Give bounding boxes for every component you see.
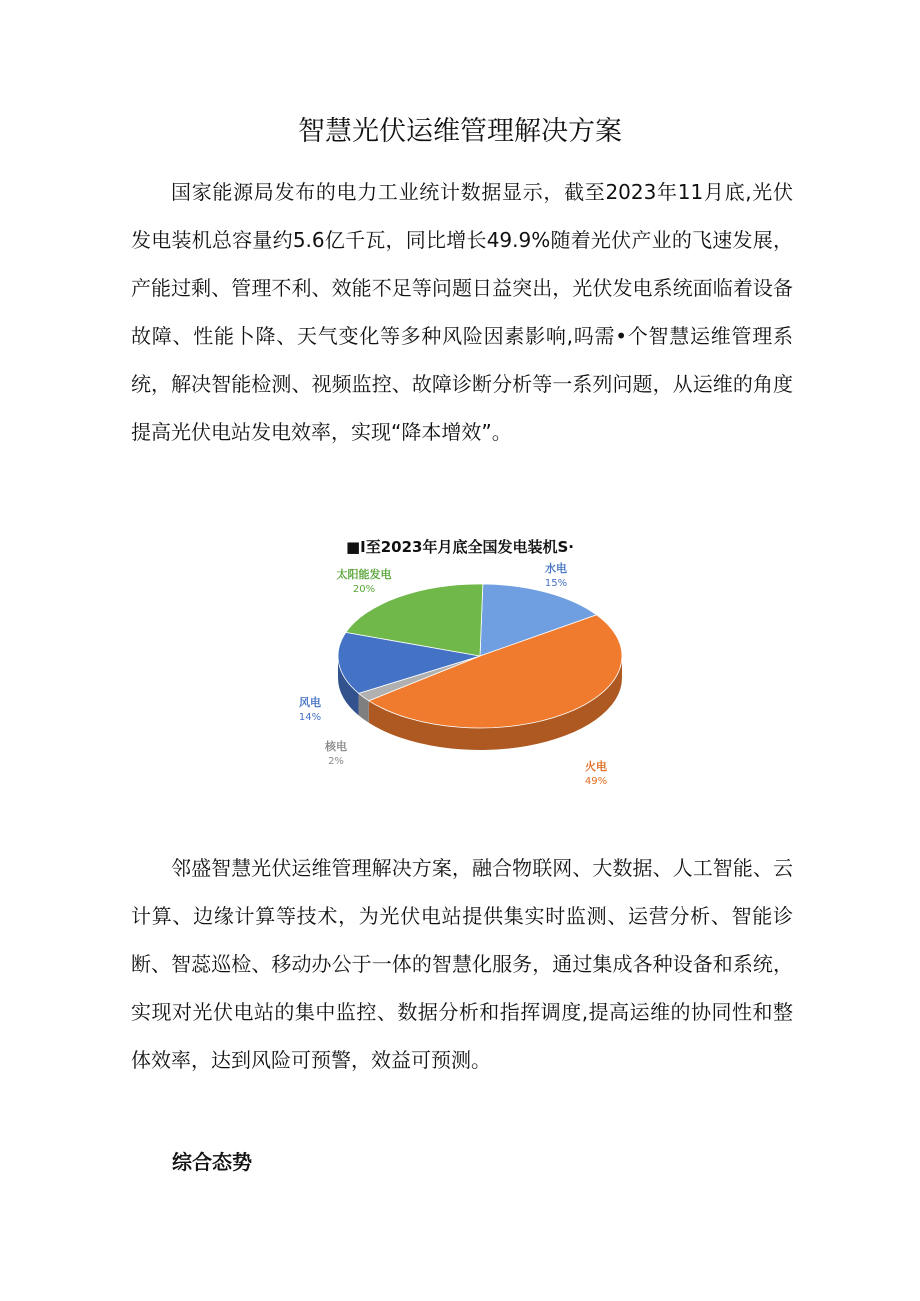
chart-title: ■I至2023年月底全国发电装机S· — [345, 538, 575, 556]
page-title: 智慧光伏运维管理解决方案 — [298, 116, 622, 147]
pie-chart — [280, 528, 640, 798]
pie-chart-svg — [280, 528, 640, 798]
slice-label-3: 风电 — [299, 696, 321, 709]
slice-pct-0: 15% — [544, 578, 568, 589]
section-heading: 综合态势 — [172, 1150, 252, 1174]
solution-paragraph: 邻盛智慧光伏运维管理解决方案，融合物联网、大数据、人工智能、云计算、边缘计算等技术，为光伏电站提供集实时监测、运营分析、智能诊断、智蕊巡检、移动办公于一体的智慧化服务，通过集成各种设备和系统，实现对光伏电站的集中监控、数据分析和指挥调度,提高运维的协同性和整体效率，达到风险可预警，效益可预测。 — [131, 856, 793, 1072]
slice-label-4: 太阳能发电 — [336, 568, 392, 581]
slice-label-0: 水电 — [545, 562, 567, 575]
slice-pct-3: 14% — [298, 712, 322, 723]
slice-pct-4: 20% — [352, 584, 376, 595]
pie-tops — [338, 584, 622, 728]
slice-label-1: 火电 — [585, 760, 607, 773]
slice-label-2: 核电 — [325, 740, 347, 753]
slice-pct-2: 2% — [328, 756, 344, 767]
intro-paragraph: 国家能源局发布的电力工业统计数据显示，截至2023年11月底,光伏发电装机总容量约5.6亿千瓦，同比增长49.9%随着光伏产业的飞速发展，产能过剩、管理不利、效能不足等问题日益突出，光伏发电系统面临着设备故障、性能卜降、天气变化等多种风险因素影响,吗需•个智慧运维管理系统，解决智能检测、视频监控、故障诊断分析等一系列问题，从运维的角度提高光伏电站发电效率，实现“降本增效”。 — [131, 180, 793, 444]
slice-pct-1: 49% — [584, 776, 608, 787]
